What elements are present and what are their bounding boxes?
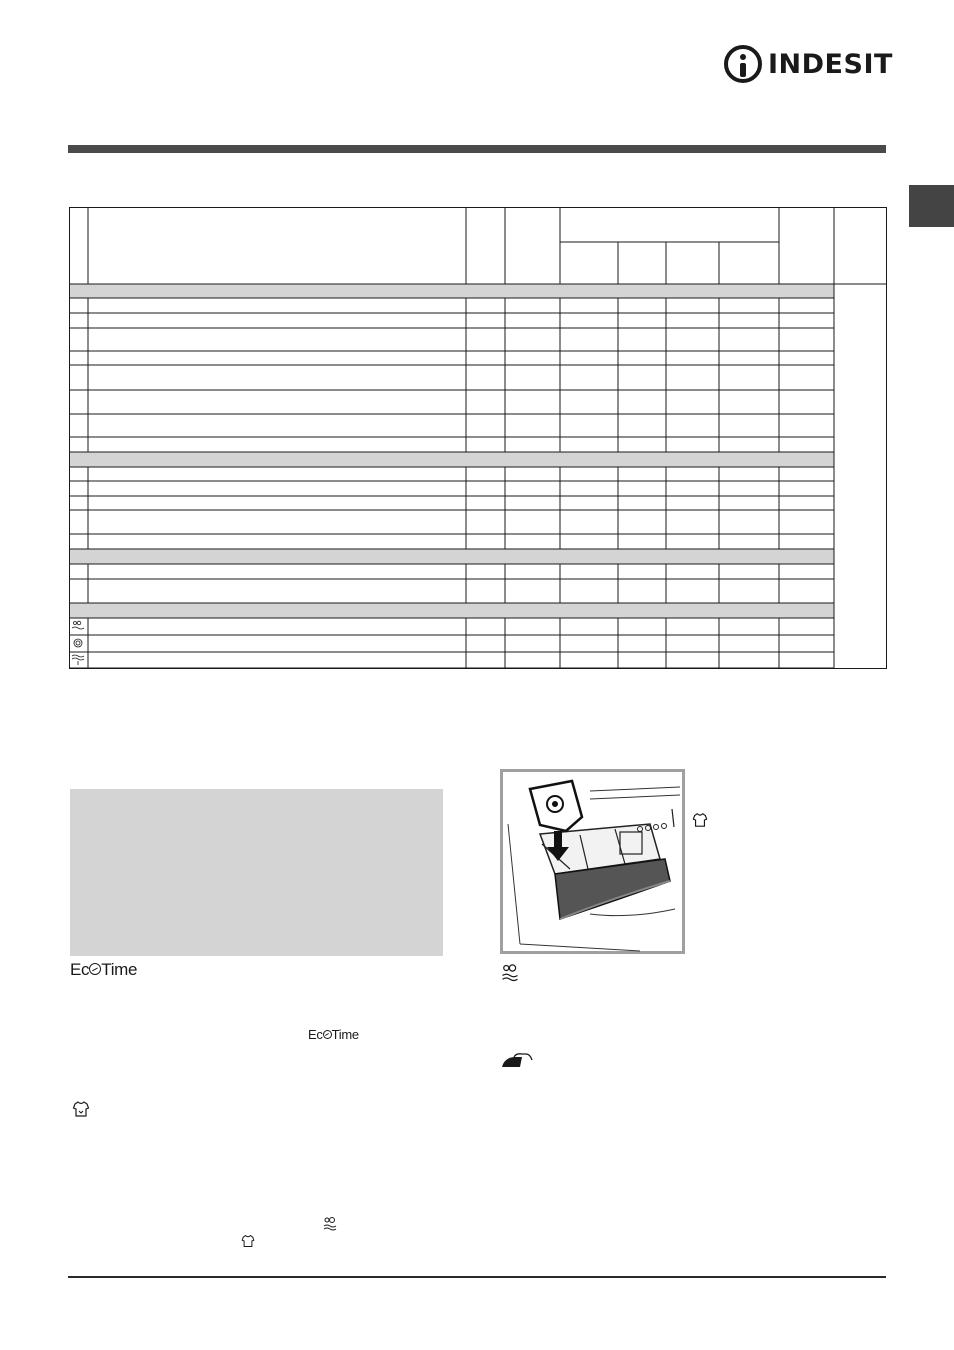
section-band (69, 452, 834, 467)
tshirt-icon (72, 1100, 90, 1118)
iron-icon (500, 1050, 536, 1070)
brand-logo (724, 42, 893, 86)
stain-wash-icon (72, 621, 84, 629)
language-tab[interactable] (909, 185, 954, 227)
row-icons (72, 621, 84, 665)
programme-table (68, 207, 888, 669)
section-band (69, 549, 834, 564)
stain-wash-icon (322, 1216, 338, 1232)
tshirt-icon (241, 1234, 255, 1248)
tshirt-icon (692, 812, 708, 828)
ecotime-inline-label (308, 1027, 359, 1042)
table-rules (69, 207, 887, 669)
ecotime-suffix: Time (101, 960, 138, 979)
ecotime-inline-prefix: Ec (308, 1027, 323, 1042)
header-rule (68, 145, 886, 153)
note-box (70, 789, 443, 956)
programme-table-grid (68, 207, 888, 669)
section-band (69, 603, 834, 618)
eco-leaf-icon (89, 963, 101, 975)
brand-name: INDESIT (768, 48, 893, 80)
section-band (69, 284, 834, 298)
ecotime-prefix: Ec (70, 960, 90, 979)
ecotime-heading (70, 960, 137, 980)
indesit-logo-icon (724, 45, 762, 83)
stain-wash-icon (500, 963, 520, 983)
ecotime-inline-suffix: Time (331, 1027, 359, 1042)
detergent-drawer-illustration (500, 769, 685, 954)
eco-leaf-inline-icon (323, 1030, 332, 1039)
footer-rule (68, 1276, 886, 1278)
spin-icon (74, 639, 82, 647)
drain-icon (72, 655, 84, 665)
